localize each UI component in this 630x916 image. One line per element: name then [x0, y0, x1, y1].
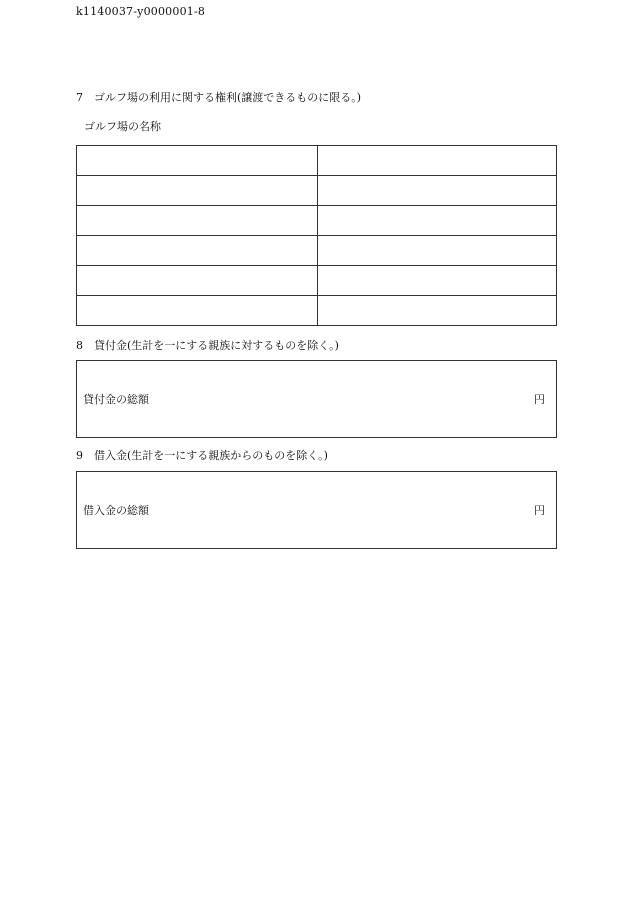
- section-8-number: 8: [76, 339, 83, 352]
- borrowings-yen-unit: 円: [534, 504, 545, 517]
- section-9-number: 9: [76, 449, 83, 462]
- table-row: [77, 146, 557, 176]
- section-9-title: 借入金(生計を一にする親族からのものを除く。): [94, 449, 328, 462]
- golf-course-name-label: ゴルフ場の名称: [84, 120, 161, 133]
- document-id: k1140037-y0000001-8: [76, 5, 206, 18]
- golf-course-detail-cell[interactable]: [318, 176, 557, 206]
- golf-course-detail-cell[interactable]: [318, 266, 557, 296]
- golf-course-detail-cell[interactable]: [318, 146, 557, 176]
- golf-course-detail-cell[interactable]: [318, 236, 557, 266]
- section-8-heading: [76, 337, 339, 353]
- table-row: [77, 296, 557, 326]
- loans-total-box[interactable]: [76, 360, 557, 438]
- section-7-title: ゴルフ場の利用に関する権利(譲渡できるものに限る。): [94, 91, 362, 104]
- table-row: [77, 206, 557, 236]
- golf-course-name-cell[interactable]: [77, 176, 318, 206]
- section-7-heading: [76, 89, 361, 105]
- borrowings-total-box[interactable]: [76, 471, 557, 549]
- golf-course-name-cell[interactable]: [77, 236, 318, 266]
- golf-course-detail-cell[interactable]: [318, 296, 557, 326]
- loans-total-label: 貸付金の総額: [83, 393, 149, 406]
- golf-course-detail-cell[interactable]: [318, 206, 557, 236]
- golf-course-name-cell[interactable]: [77, 296, 318, 326]
- section-7-number: 7: [76, 91, 83, 104]
- golf-course-name-cell[interactable]: [77, 146, 318, 176]
- table-row: [77, 266, 557, 296]
- section-9-heading: [76, 447, 328, 463]
- loans-yen-unit: 円: [534, 393, 545, 406]
- section-8-title: 貸付金(生計を一にする親族に対するものを除く。): [94, 339, 339, 352]
- table-row: [77, 176, 557, 206]
- golf-course-name-cell[interactable]: [77, 266, 318, 296]
- golf-course-name-cell[interactable]: [77, 206, 318, 236]
- golf-course-table: [76, 145, 557, 326]
- borrowings-total-label: 借入金の総額: [83, 504, 149, 517]
- table-row: [77, 236, 557, 266]
